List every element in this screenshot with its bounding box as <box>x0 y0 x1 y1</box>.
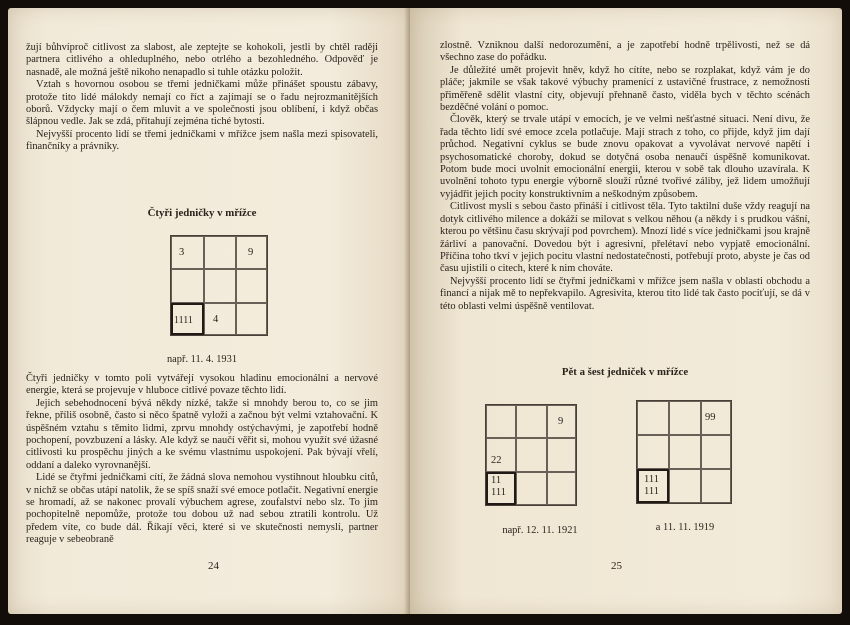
grid-cell: 3 <box>171 236 204 269</box>
grid-cell <box>204 236 236 269</box>
grid-cell <box>669 401 701 435</box>
paragraph: zlostně. Vzniknou další nedorozumění, a je zapotřebí hodně trpělivosti, než se dá všechno zase do pořádku. <box>440 40 810 64</box>
grid-cell: 22 <box>486 438 516 472</box>
grid-cell <box>701 435 731 469</box>
paragraph: Je důležité umět projevit hněv, když ho cítíte, nebo se rozplakat, když vám je do pláče; jakmile se však takové výbuchy pramenící z ustavičné frustrace, z nemožnosti přiměřeně sdělit vlastní city, objevují přehnaně často, viděla bych v těchto scénách bezděčné volání o pomoc. <box>440 64 810 114</box>
paragraph: Lidé se čtyřmi jedničkami cítí, že žádná slova nemohou vystihnout hloubku citů, v nichž se občas utápí natolik, že se spíš snaží své emoce potlačit. Negativní energie se hromadí, až se nakonec provalí výbuchem agrese, zoufalství nebo slz. To jim pochopitelně nepomůže, protože tou dobou už nad sebou ztratili kontrolu. Už předem víte, co bude dál. Říkají věci, které si ve skutečnosti nemyslí, partner reaguje v sebeobraně <box>26 472 378 546</box>
grid-cell <box>516 472 547 505</box>
grid-cell <box>236 269 267 303</box>
page-number: 25 <box>611 560 622 572</box>
right-page <box>410 8 842 614</box>
left-page <box>8 8 410 614</box>
grid-cell-highlighted: 1111 <box>171 303 204 335</box>
grid-cell: 4 <box>204 303 236 335</box>
paragraph: Člověk, který se trvale utápí v emocích, je ve velmi nešťastné situaci. Není divu, že řada těchto lidí své emoce zcela potlačuje. Mají strach z toho, co přijde, když jim dají průchod. Negativní cyklus se bude znovu opakovat a vyvolávat nervové napětí i psychosomatické choroby, dokud se dotyčná osoba nenaučí úspěšně komunikovat. Potom bude moci uvolnit emocionální energii, kterou v sobě tak dlouho uzavírala. K uvolnění tohoto typu energie výborně slouží různé tvořivé záliby, jež lidem umožňují vyjádřit jejich pocity konstruktivním a neškodným způsobem. <box>440 114 810 200</box>
numerology-grid-2 <box>636 400 732 504</box>
page-number: 24 <box>208 560 219 572</box>
grid-cell <box>637 435 669 469</box>
grid-cell <box>516 438 547 472</box>
left-top-text <box>26 42 378 154</box>
paragraph: Jejich sebehodnocení bývá někdy nízké, takže si mnohdy berou to, co se jim řekne, příliš osobně, často si něco špatně vyloží a začnou být velmi vztahovační. K úspěšném vztahu s těmito lidmi, zprvu mnohdy ostýchavými, je zapotřebí hodně pochopení, povzbuzení a lásky. Ale když se naučí věřit si, mohou využít své úžasné citlivosti ku prospěchu jiných a ke svému vlastnímu uspokojení. Pak bývají vřelí, oddaní a daleko vyrovnanější. <box>26 397 378 471</box>
paragraph: žují bůhvíproč citlivost za slabost, ale zeptejte se kohokoli, jestli by chtěl raději partnera citlivého a ohleduplného, nebo otrlého a bezohledného. Odpověď je nasnadě, ale možná ještě nikoho nenapadlo si tuhle otázku položit. <box>26 42 378 78</box>
grid-cell: 9 <box>236 236 267 269</box>
grid-caption-1: např. 12. 11. 1921 <box>502 525 578 536</box>
section-heading: Čtyři jedničky v mřížce <box>147 207 257 219</box>
numerology-grid <box>170 235 268 336</box>
grid-caption-2: a 11. 11. 1919 <box>655 522 715 533</box>
grid-cell <box>171 269 204 303</box>
section-heading: Pět a šest jedniček v mřížce <box>561 366 689 378</box>
grid-cell: 99 <box>701 401 731 435</box>
grid-cell <box>547 472 576 505</box>
grid-cell <box>547 438 576 472</box>
grid-cell-highlighted: 111 111 <box>637 469 669 503</box>
left-bottom-text <box>26 373 378 547</box>
grid-cell <box>637 401 669 435</box>
grid-cell <box>204 269 236 303</box>
paragraph: Citlivost mysli s sebou často přináší i citlivost těla. Tyto taktilní duše vždy reagují na dotyk citlivého milence a dokáží se milovat s velkou něhou (a někdy i s prudkou vášní, kterou po většinu času skrývají pod povrchem). Mnozí lidé s více jedničkami jsou krajně žárliví a panovační. Dovedou být i agresivní, přelétaví nebo vypjatě emocionální. Příčina toho tkví v jejich pocitu vlastní nedostatečnosti, potřebují proto, abyste je čas od času ujistili o citech, které k nim chováte. <box>440 201 810 275</box>
grid-caption: např. 11. 4. 1931 <box>166 354 238 365</box>
grid-cell <box>516 405 547 438</box>
paragraph: Nejvyšší procento lidí se třemi jedničkami v mřížce jsem našla mezi spisovateli, finančníky a právníky. <box>26 128 378 153</box>
grid-cell <box>486 405 516 438</box>
paragraph: Vztah s hovornou osobou se třemi jedničkami může přinášet spoustu zábavy, protože tito lidé málokdy nemají co říct a zajímají se o řadu nejrozmanitějších oborů. Vždycky mají o čem mluvit a ve společnosti jsou oblíbení, i když občas šlápnou vedle. Jak se zdá, přitahují zejména tiché bytosti. <box>26 79 378 128</box>
paragraph: Čtyři jedničky v tomto poli vytvářejí vysokou hladinu emocionální a nervové energie, která se projevuje v hluboce citlivé povaze těchto lidí. <box>26 373 378 397</box>
grid-cell <box>701 469 731 503</box>
grid-cell <box>669 435 701 469</box>
grid-cell: 9 <box>547 405 576 438</box>
grid-cell <box>236 303 267 335</box>
grid-cell-highlighted: 11 111 <box>486 472 516 505</box>
numerology-grid-1 <box>485 404 577 506</box>
right-top-text <box>440 40 810 313</box>
paragraph: Nejvyšší procento lidí se čtyřmi jedničkami v mřížce jsem našla v oblasti obchodu a financí a nijak mě to nepřekvapilo. Agresivita, kterou tito lidé tak často pociťují, se dá v této oblasti velmi úspěšně ventilovat. <box>440 275 810 312</box>
grid-cell <box>669 469 701 503</box>
